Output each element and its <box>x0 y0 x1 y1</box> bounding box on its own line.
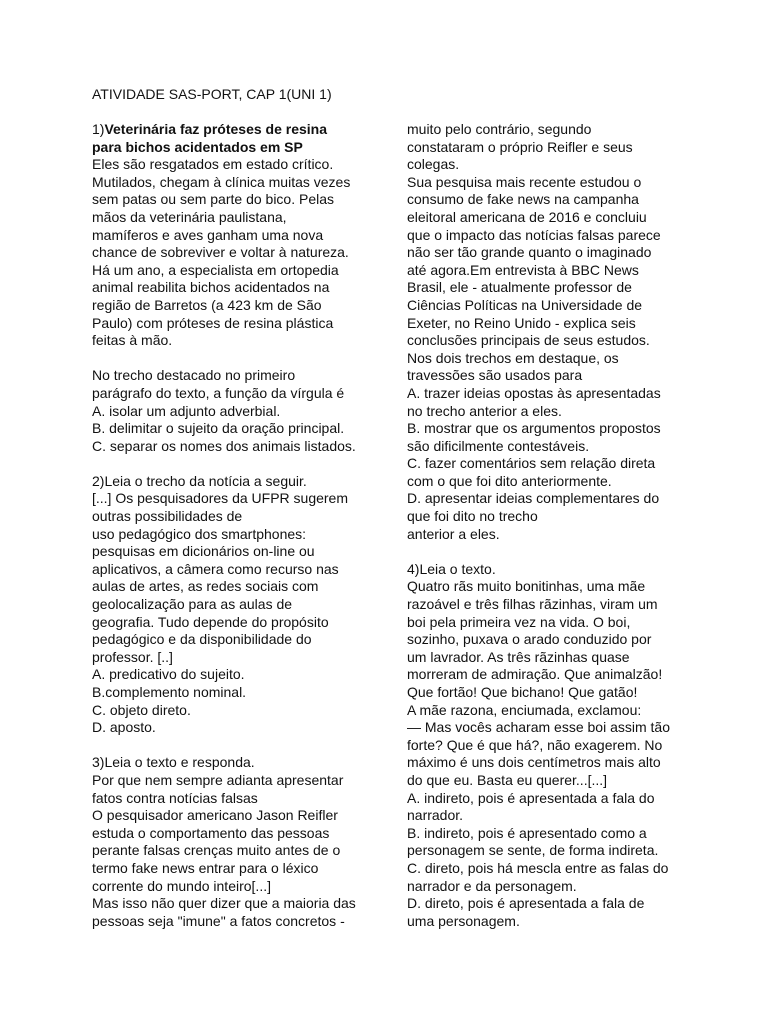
q3-text-line: colegas. <box>407 156 460 173</box>
q2-option-b: B.complemento nominal. <box>92 684 247 700</box>
q3-question-line: travessões são usados para <box>407 367 583 384</box>
q3-text-line: eleitoral americana de 2016 e concluiu <box>407 208 647 225</box>
q1-title-bold: Veterinária faz próteses de resina <box>104 121 328 137</box>
q3-text-line: não ser tão grande quanto o imaginado <box>407 244 652 261</box>
q1-option-c: C. separar os nomes dos animais listados. <box>92 437 356 454</box>
q1-title-line <box>92 121 377 139</box>
q3-text-line: perante falsas crenças muito antes de o <box>92 842 341 859</box>
q1-text-line: animal reabilita bichos acidentados na <box>92 279 330 296</box>
paragraph-gap <box>92 455 377 473</box>
q2-text-line: uso pedagógico dos smartphones: <box>92 525 307 542</box>
q1-text-line: região de Barretos (a 423 km de São <box>92 296 322 313</box>
q4-text-line: sozinho, puxava o arado conduzido por <box>407 631 652 648</box>
q3-text-line: Brasil, ele - atualmente professor de <box>407 279 632 296</box>
q3-text-line: que o impacto das notícias falsas parece <box>407 226 661 243</box>
q2-option-d: D. aposto. <box>92 719 156 736</box>
q3-option-b: B. mostrar que os argumentos propostos <box>407 420 661 437</box>
q1-text-line: feitas à mão. <box>92 332 173 349</box>
q3-text-line: constataram o próprio Reifler e seus <box>407 138 633 155</box>
paragraph-gap <box>407 543 697 561</box>
q3-text-line: Ciências Políticas na Universidade de <box>407 296 643 313</box>
right-column <box>407 121 697 930</box>
q1-title-line <box>92 139 377 157</box>
q3-text-line: estuda o comportamento das pessoas <box>92 824 330 841</box>
q1-text-line: mamíferos e aves ganham uma nova <box>92 226 324 243</box>
left-column <box>92 121 377 930</box>
q4-text-line: A mãe razona, enciumada, exclamou: <box>407 701 642 718</box>
q4-text-line: do que eu. Basta eu querer...[...] <box>407 771 608 788</box>
q4-text-line: um lavrador. As três rãzinhas quase <box>407 648 630 665</box>
q1-text-line: Paulo) com próteses de resina plástica <box>92 314 334 331</box>
q3-question-line: Nos dois trechos em destaque, os <box>407 349 619 366</box>
q3-option-b: são dificilmente contestáveis. <box>407 437 590 454</box>
q3-text-line: conclusões principais de seus estudos. <box>407 332 650 349</box>
q1-text-line: Mutilados, chegam à clínica muitas vezes <box>92 173 351 190</box>
q3-prompt: 3)Leia o texto e responda. <box>92 754 255 771</box>
q4-option-a: A. indireto, pois é apresentada a fala do <box>407 789 655 806</box>
q2-prompt: 2)Leia o trecho da notícia a seguir. <box>92 472 307 489</box>
document-heading: ATIVIDADE SAS-PORT, CAP 1(UNI 1) <box>92 86 332 102</box>
q1-text-line: sem patas ou sem parte do bico. Pelas <box>92 191 335 208</box>
paragraph-gap <box>92 350 377 368</box>
q3-option-c: com o que foi dito anteriormente. <box>407 472 612 489</box>
q4-text-line: Que fortão! Que bichano! Que gatão! <box>407 684 638 700</box>
q2-text-line: outras possibilidades de <box>92 508 243 525</box>
q3-option-a: no trecho anterior a eles. <box>407 402 562 419</box>
q4-option-c: C. direto, pois há mescla entre as falas do <box>407 859 669 876</box>
q1-title-bold: para bichos acidentados em SP <box>92 138 303 155</box>
q2-text-line: pesquisas em dicionários on-line ou <box>92 543 315 560</box>
q3-text-line: corrente do mundo inteiro[...] <box>92 877 271 894</box>
q3-text-line: até agora.Em entrevista à BBC News <box>407 261 639 278</box>
q4-text-line: forte? Que é que há?, não exagerem. No <box>407 736 663 753</box>
q3-option-d: anterior a eles. <box>407 525 500 542</box>
q3-option-d: D. apresentar ideias complementares do <box>407 490 660 507</box>
q3-text-line: fatos contra notícias falsas <box>92 789 258 806</box>
q3-text-line: consumo de fake news na campanha <box>407 191 639 208</box>
q3-text-line: O pesquisador americano Jason Reifler <box>92 807 338 824</box>
q3-text-line: pessoas seja "imune" a fatos concretos - <box>92 912 345 929</box>
q4-option-a: narrador. <box>407 807 464 824</box>
q1-text-line: Há um ano, a especialista em ortopedia <box>92 261 339 278</box>
q4-option-d: D. direto, pois é apresentada a fala de <box>407 895 645 912</box>
q1-number: 1) <box>92 121 105 137</box>
q3-text-line: muito pelo contrário, segundo <box>407 121 592 137</box>
q2-text-line: aulas de artes, as redes sociais com <box>92 578 319 595</box>
q1-question-line: No trecho destacado no primeiro <box>92 367 296 384</box>
q3-option-d: que foi dito no trecho <box>407 508 538 525</box>
q1-option-b: B. delimitar o sujeito da oração principal. <box>92 420 345 437</box>
paragraph-gap <box>92 737 377 755</box>
q2-option-a: A. predicativo do sujeito. <box>92 666 245 683</box>
q3-text-line: Mas isso não quer dizer que a maioria das <box>92 895 356 912</box>
q3-option-c: C. fazer comentários sem relação direta <box>407 455 656 472</box>
q3-text-line: Exeter, no Reino Unido - explica seis <box>407 314 636 331</box>
q4-text-line: boi pela primeira vez na vida. O boi, <box>407 613 631 630</box>
q3-text-line: Por que nem sempre adianta apresentar <box>92 771 344 788</box>
q2-text-line: geolocalização para as aulas de <box>92 596 293 613</box>
q2-option-c: C. objeto direto. <box>92 701 191 718</box>
q2-text-line: aplicativos, a câmera como recurso nas <box>92 560 339 577</box>
q4-text-line: máximo é uns dois centímetros mais alto <box>407 754 661 771</box>
q4-option-b: B. indireto, pois é apresentado como a <box>407 824 647 841</box>
q4-option-d: uma personagem. <box>407 912 520 929</box>
q3-text-line: termo fake news entrar para o léxico <box>92 859 319 876</box>
q4-prompt: 4)Leia o texto. <box>407 560 496 577</box>
q1-option-a: A. isolar um adjunto adverbial. <box>92 402 281 419</box>
q1-question-line: parágrafo do texto, a função da vírgula é <box>92 384 345 401</box>
q2-text-line: geografia. Tudo depende do propósito <box>92 613 329 630</box>
q4-text-line: morreram de admiração. Que animalzão! <box>407 666 663 683</box>
q4-text-line: — Mas vocês acharam esse boi assim tão <box>407 719 670 736</box>
q1-text-line: chance de sobreviver e voltar à natureza. <box>92 244 349 261</box>
q3-text-line: Sua pesquisa mais recente estudou o <box>407 173 642 190</box>
q1-text-line: mãos da veterinária paulistana, <box>92 208 287 225</box>
q2-text-line: pedagógico e da disponibilidade do <box>92 631 312 648</box>
q2-text-line: [...] Os pesquisadores da UFPR sugerem <box>92 490 348 507</box>
q4-option-c: narrador e da personagem. <box>407 877 577 894</box>
q4-text-line: Quatro rãs muito bonitinhas, uma mãe <box>407 578 646 595</box>
q2-text-line: professor. [..] <box>92 648 173 665</box>
q1-text-line: Eles são resgatados em estado crítico. <box>92 156 334 173</box>
q4-text-line: razoável e três filhas rãzinhas, viram um <box>407 596 658 613</box>
q4-option-b: personagem se sente, de forma indireta. <box>407 842 659 859</box>
q3-option-a: A. trazer ideias opostas às apresentadas <box>407 384 661 401</box>
